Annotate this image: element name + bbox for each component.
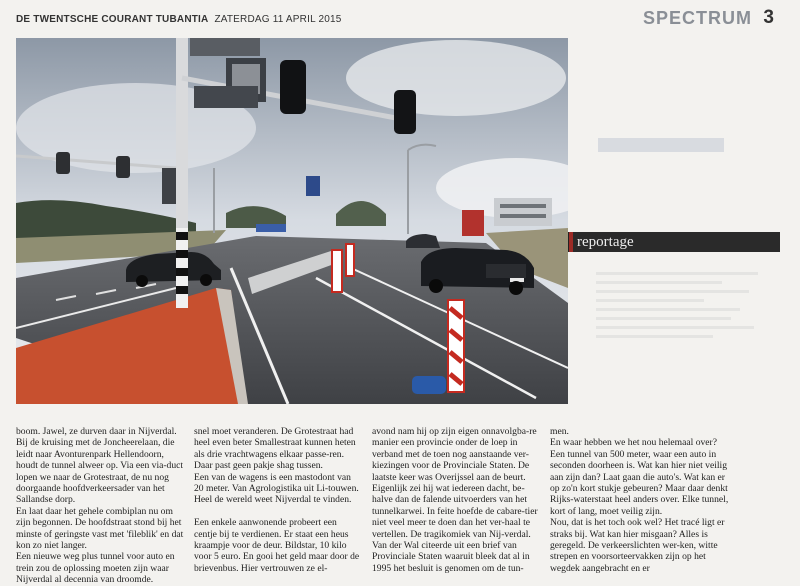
bleed-through-lines <box>596 272 776 344</box>
article-column-1 <box>16 426 184 586</box>
article-column-3 <box>372 426 540 574</box>
page-number: 3 <box>763 7 774 28</box>
column-1-text: boom. Jawel, ze durven daar in Nijverdal. Bij de kruising met de Joncheerelaan, die leidt naar Avonturenpark Hellendoorn, houdt de tunnel alweer op. Via een via-duct lopen we naar de Grotestraat, de nu nog doorgaande hoofdverkeersader van het Sallandse dorp. En laat daar het gehele combiplan nu om zijn begonnen. De hoofdstraat stond bij het minste of geringste vast met 'fileblik' en dat kon zo niet langer. Een nieuwe weg plus tunnel voor auto en trein zou de oplossing moeten zijn waar Nijverdal al decennia van droomde. <box>16 426 184 586</box>
paper-name: DE TWENTSCHE COURANT TUBANTIA <box>16 14 209 25</box>
section-tag: reportage <box>568 232 780 252</box>
bleed-through-text <box>598 138 724 152</box>
issue-date: ZATERDAG 11 APRIL 2015 <box>214 14 342 25</box>
column-4-text: men. En waar hebben we het nou helemaal over? Een tunnel van 500 meter, waar een auto in seconden doorheen is. Wat kan hier niet veilig aan zijn dan? Laat gaan die auto's. Wat kan er op zo'n kort stukje gebeuren? Maar daar denkt Rijks-waterstaat heel anders over. Elke tunnel, kort of lang, moet veilig zijn. Nou, dat is het toch ook wel? Het tracé ligt er straks bij. Wat kan hier misgaan? Alles is geregeld. De verkeerslichten wer-ken, witte strepen en voorsorteervakken zijn op het wegdek aangebracht en er <box>550 426 729 574</box>
article-column-4 <box>550 426 730 574</box>
masthead <box>16 14 341 25</box>
column-2-text: snel moet veranderen. De Grotestraat had heel even beter Smallestraat kunnen heten als drie vrachtwagens elkaar passe-ren. Daar past geen pakje shag tussen. Een van de wagens is een mastodont van 20 meter. Van Agrologistika uit Li-touwen. Heel de wereld weet Nijverdal te vinden. Een enkele aanwonende probeert een centje bij te verdienen. Er staat een heus kraampje voor de deur. Bildstar, 10 kilo voor 5 euro. En gooi het geld maar door de brievenbus. Hier vertrouwen ze el- <box>194 426 360 574</box>
column-3-text: avond nam hij op zijn eigen onnavolgba-re manier een provincie onder de loep in verband met de toen nog aanstaande ver-kiezingen voor de Provinciale Staten. De laatste keer was Overijssel aan de beurt. Eigenlijk zei hij wat iedereen dacht, be-halve dan de falende uitvoerders van het tunnelkarwei. In feite hoefde de cabare-tier niet veel meer te doen dan het ver-haal te vertellen. De tragikomiek van Nij-verdal. Van der Wal citeerde uit een brief van Provinciale Staten waaruit bleek dat al in 1995 het besluit is genomen om de tun- <box>372 426 538 574</box>
section-title: SPECTRUM <box>642 8 752 28</box>
news-photo <box>16 38 568 404</box>
article-column-2 <box>194 426 362 574</box>
